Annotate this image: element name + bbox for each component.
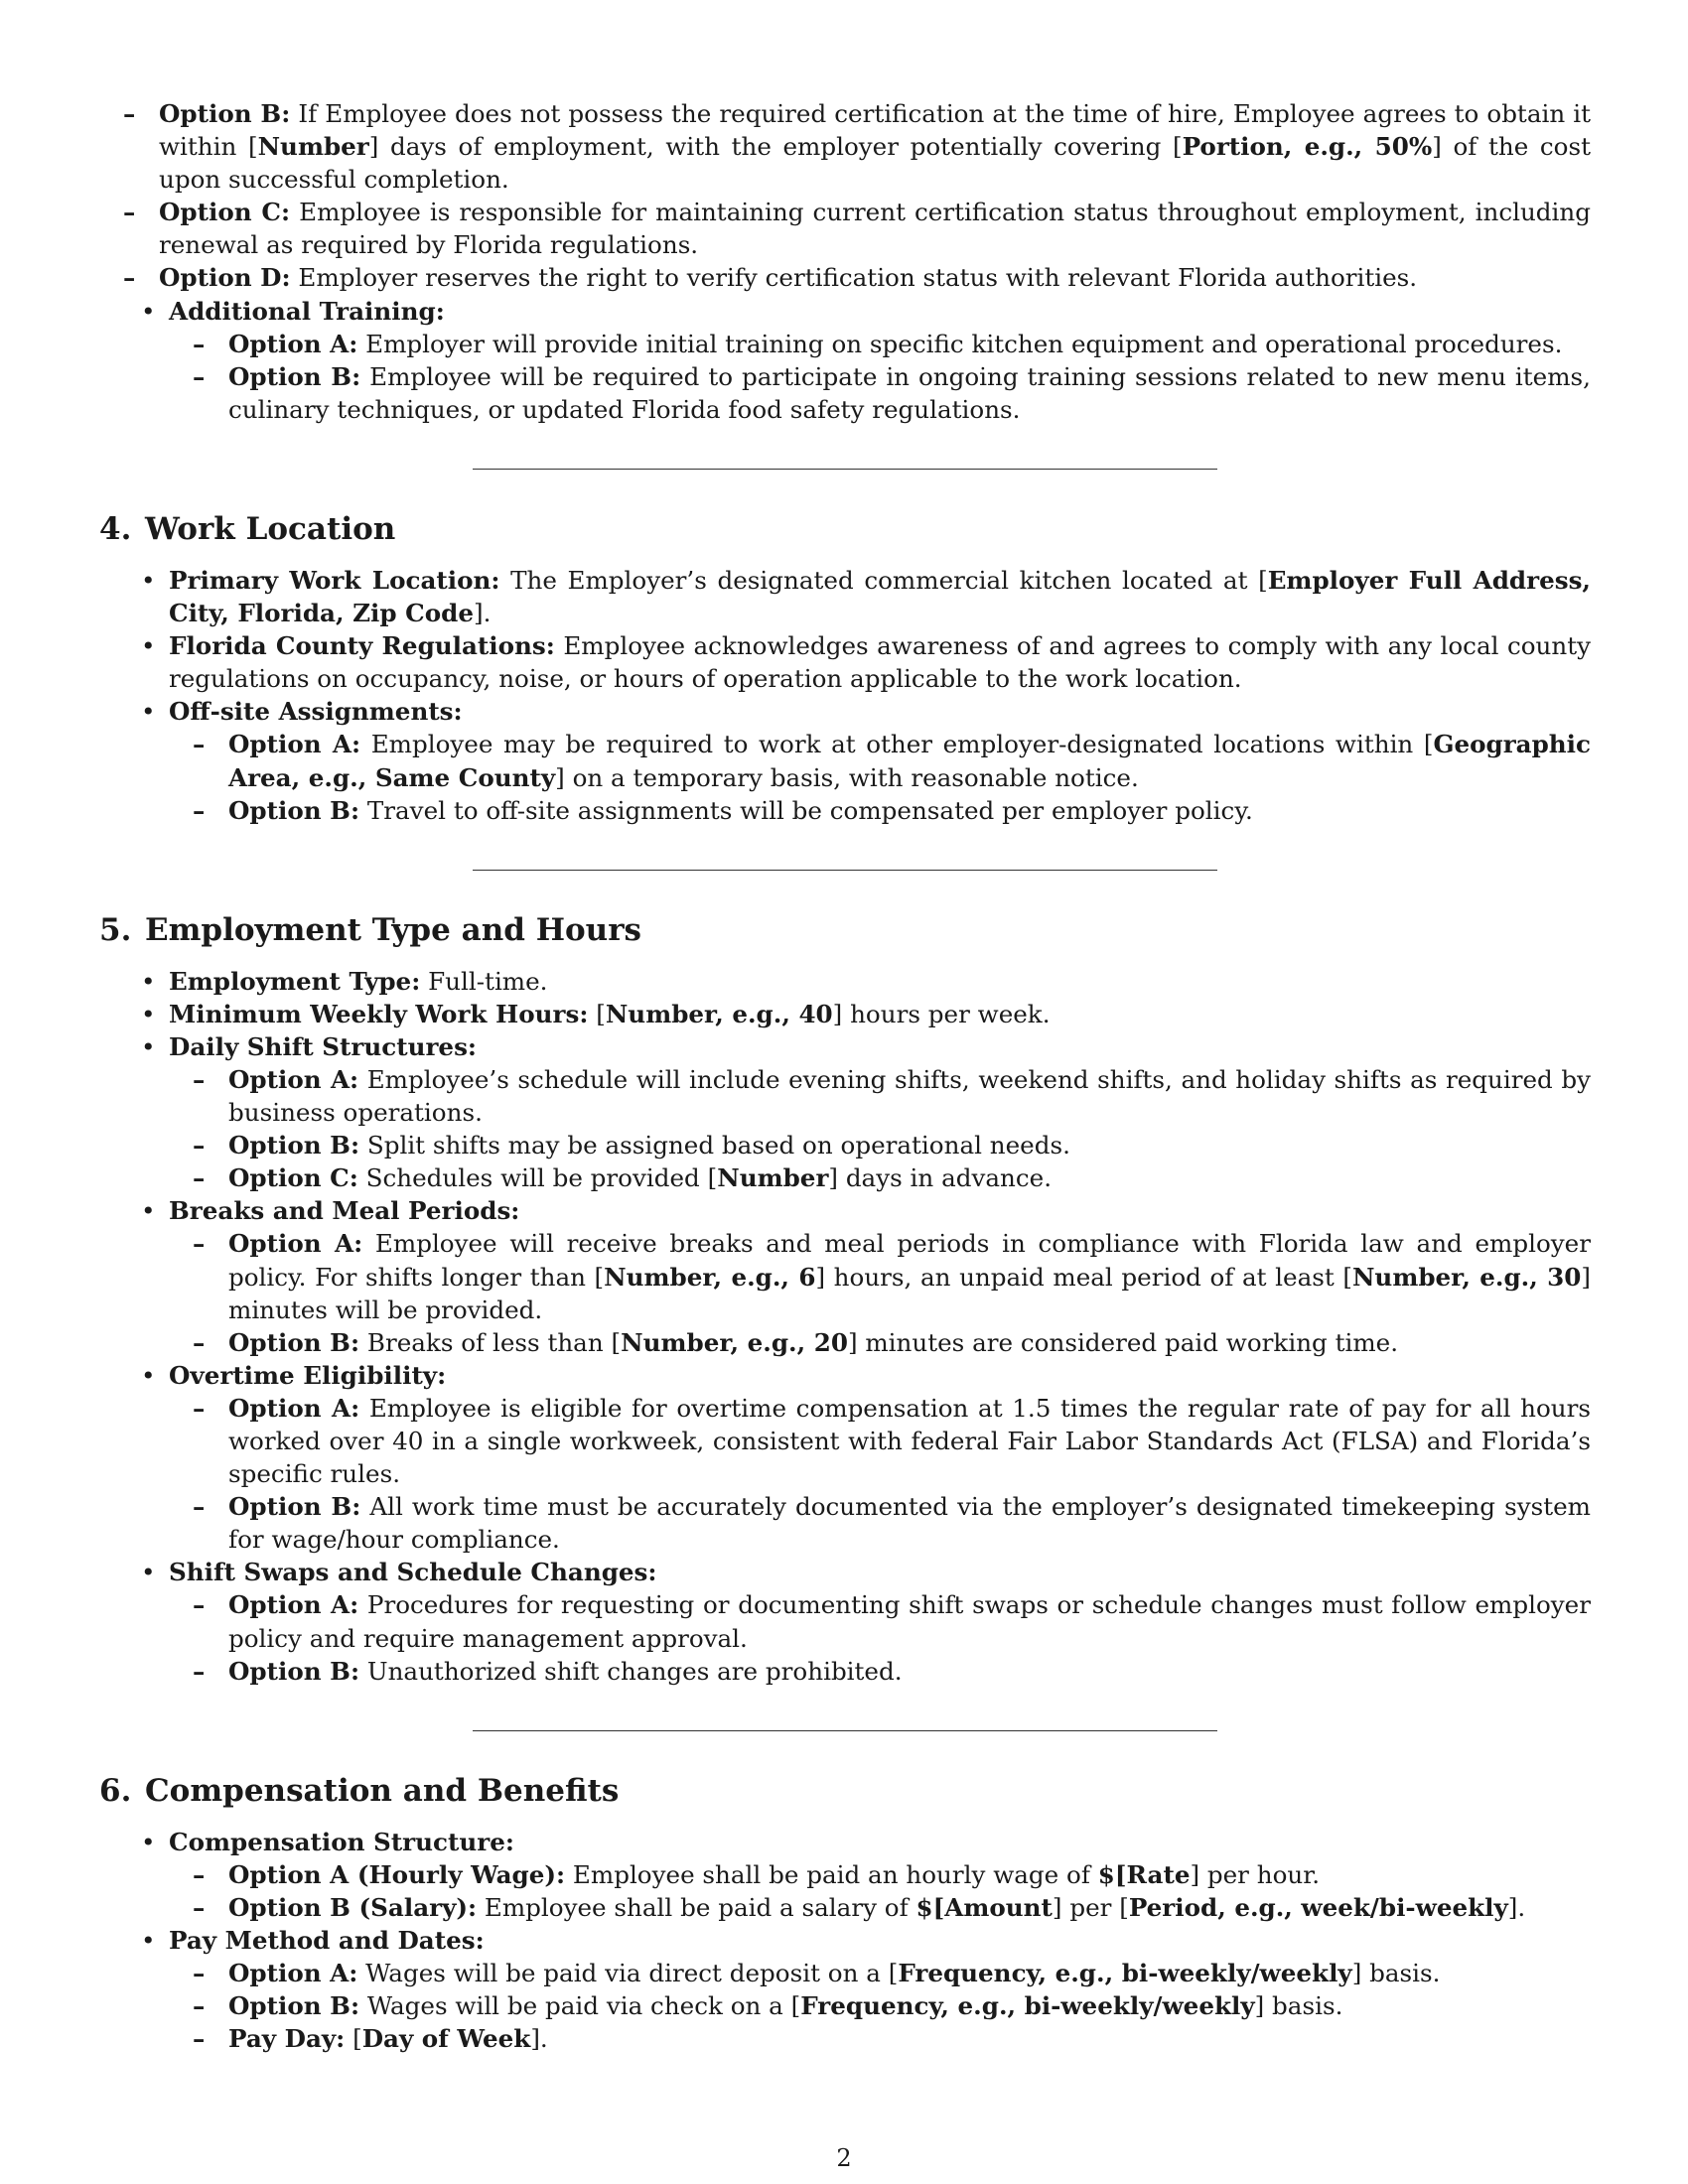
section-bullet-list	[99, 965, 1591, 1688]
item-label: Option A:	[228, 1064, 359, 1094]
placeholder-text: Frequency, e.g., bi-weekly/weekly	[800, 1991, 1255, 2021]
section-divider	[473, 870, 1217, 871]
section-divider	[473, 1730, 1217, 1731]
placeholder-text: Portion, e.g., 50%	[1182, 132, 1433, 162]
bullet-item	[169, 965, 1591, 998]
item-label: Option A:	[228, 730, 361, 759]
item-text: ] days of employment, with the employer potentially covering [	[368, 132, 1183, 162]
item-text: Employee shall be paid a salary of	[477, 1892, 916, 1922]
item-label: Off-site Assignments:	[169, 697, 463, 727]
section-bullet-list	[99, 564, 1591, 827]
bullet-item	[169, 1556, 1591, 1687]
option-list	[169, 328, 1591, 426]
item-text: ] per hour.	[1190, 1859, 1321, 1889]
placeholder-text: Number, e.g., 40	[605, 999, 833, 1028]
option-item	[228, 1392, 1591, 1490]
option-item	[228, 728, 1591, 793]
section-number: 4.	[99, 510, 132, 547]
bullet-item	[169, 1359, 1591, 1557]
option-item	[228, 794, 1591, 827]
item-text: ] basis.	[1351, 1959, 1441, 1988]
option-item	[228, 1891, 1591, 1924]
option-item	[228, 1129, 1591, 1161]
option-item	[228, 1161, 1591, 1194]
option-item	[159, 261, 1591, 294]
item-text: Travel to off-site assignments will be compensated per employer policy.	[359, 795, 1253, 825]
item-label: Additional Training:	[169, 296, 445, 326]
item-label: Option B:	[159, 99, 291, 128]
item-text: Wages will be paid via check on a [	[359, 1991, 801, 2021]
option-list	[169, 1392, 1591, 1556]
page-number: 2	[836, 2144, 852, 2172]
bullet-item	[169, 1924, 1591, 2055]
item-label: Option A:	[228, 1959, 358, 1988]
item-label: Employment Type:	[169, 966, 421, 996]
item-label: Option C:	[159, 198, 291, 227]
option-item	[228, 2022, 1591, 2055]
item-text: ] on a temporary basis, with reasonable notice.	[555, 762, 1139, 792]
item-text: ] of the cost upon successful completion.	[159, 132, 1591, 195]
placeholder-text: Number	[717, 1163, 829, 1193]
option-item	[159, 97, 1591, 196]
option-list	[169, 1063, 1591, 1194]
item-text: Employee is responsible for maintaining current certification status throughout employment, including renewal as required by Florida regulations.	[159, 198, 1591, 260]
item-text: ].	[473, 599, 492, 628]
sections-container	[99, 469, 1591, 2055]
item-label: Florida County Regulations:	[169, 631, 555, 661]
item-label: Shift Swaps and Schedule Changes:	[169, 1558, 657, 1587]
item-text: ] hours per week.	[832, 999, 1051, 1028]
item-text: The Employer’s designated commercial kitchen located at [	[499, 565, 1268, 595]
bullet-item	[169, 295, 1591, 426]
placeholder-text: Number, e.g., 30	[1351, 1262, 1582, 1292]
item-text: Wages will be paid via direct deposit on a [	[357, 1959, 899, 1988]
option-item	[228, 1326, 1591, 1359]
item-text: Breaks of less than [	[359, 1327, 622, 1357]
item-label: Compensation Structure:	[169, 1827, 514, 1856]
item-label: Option C:	[228, 1163, 358, 1193]
document-page	[99, 97, 1591, 2055]
section-number: 5.	[99, 911, 132, 948]
option-item	[228, 328, 1591, 360]
placeholder-text: $[	[915, 1892, 945, 1922]
item-text: ] basis.	[1254, 1991, 1343, 2021]
item-text: ] hours, an unpaid meal period of at least [	[815, 1262, 1352, 1292]
section-title-text: Compensation and Benefits	[145, 1772, 620, 1809]
bullet-item	[169, 1194, 1591, 1358]
item-label: Primary Work Location:	[169, 565, 500, 595]
placeholder-text: Amount	[944, 1892, 1053, 1922]
item-text: Employee is eligible for overtime compensation at 1.5 times the regular rate of pay for all hours worked over 40 in a single workweek, consistent with federal Fair Labor Standards Act (FLSA) and Florida’s specific rules.	[228, 1393, 1591, 1489]
item-label: Option B:	[228, 1656, 360, 1686]
placeholder-text: Employer Full Address, City, Florida, Zip Code	[169, 565, 1591, 628]
item-label: Option B:	[228, 1492, 361, 1522]
placeholder-text: Number, e.g., 20	[621, 1327, 848, 1357]
item-text: ] minutes are considered paid working time.	[847, 1327, 1399, 1357]
bullet-item	[169, 695, 1591, 826]
section-title-text: Employment Type and Hours	[145, 911, 641, 948]
section-title-text: Work Location	[145, 510, 396, 547]
item-text: Employee may be required to work at other employer-designated locations within [	[360, 730, 1434, 759]
option-item	[228, 360, 1591, 426]
option-item	[228, 1858, 1591, 1891]
item-label: Option A:	[228, 1393, 360, 1423]
item-text: Employee shall be paid an hourly wage of	[565, 1859, 1098, 1889]
section-number: 6.	[99, 1772, 132, 1809]
option-item	[228, 1588, 1591, 1654]
item-label: Option A:	[228, 1590, 359, 1620]
section-heading	[99, 910, 1591, 950]
item-label: Daily Shift Structures:	[169, 1031, 477, 1061]
placeholder-text: Number, e.g., 6	[604, 1262, 816, 1292]
item-label: Option B:	[228, 1131, 360, 1160]
option-item	[228, 1655, 1591, 1688]
section-heading	[99, 1771, 1591, 1811]
item-text: ].	[530, 2024, 548, 2054]
item-label: Option A (Hourly Wage):	[228, 1859, 566, 1889]
item-text: If Employee does not possess the required certification at the time of hire, Employee agrees to obtain it within [	[159, 99, 1591, 162]
item-text: Schedules will be provided [	[357, 1163, 718, 1193]
item-text: Employee will receive breaks and meal periods in compliance with Florida law and employer policy. For shifts longer than [	[228, 1229, 1591, 1292]
option-item	[228, 1063, 1591, 1129]
item-text: Employer reserves the right to verify certification status with relevant Florida authorities.	[290, 263, 1418, 293]
option-item	[159, 196, 1591, 261]
item-text: ].	[1507, 1892, 1526, 1922]
item-text: Employee’s schedule will include evening shifts, weekend shifts, and holiday shifts as required by business operations.	[228, 1064, 1591, 1128]
additional-training-list	[99, 295, 1591, 426]
item-label: Option B (Salary):	[228, 1892, 478, 1922]
item-text: ] minutes will be provided.	[228, 1262, 1591, 1324]
option-list	[169, 1858, 1591, 1924]
bullet-item	[169, 1826, 1591, 1924]
item-text: ] days in advance.	[828, 1163, 1053, 1193]
item-label: Option B:	[228, 1327, 360, 1357]
section-bullet-list	[99, 1826, 1591, 2056]
item-label: Option B:	[228, 795, 360, 825]
option-list	[169, 1957, 1591, 2055]
option-item	[228, 1490, 1591, 1556]
item-label: Minimum Weekly Work Hours:	[169, 999, 589, 1028]
bullet-item	[169, 564, 1591, 629]
bullet-item	[169, 998, 1591, 1030]
option-list	[169, 1588, 1591, 1687]
placeholder-text: Frequency, e.g., bi-weekly/weekly	[898, 1959, 1352, 1988]
item-text: Employee will be required to participate in ongoing training sessions related to new menu items, culinary techniques, or updated Florida food safety regulations.	[228, 361, 1591, 424]
item-text: All work time must be accurately documented via the employer’s designated timekeeping system for wage/hour compliance.	[228, 1492, 1591, 1555]
bullet-item	[169, 1030, 1591, 1194]
placeholder-text: $[	[1097, 1859, 1127, 1889]
bullet-item	[169, 629, 1591, 695]
item-text: Full-time.	[420, 966, 548, 996]
item-label: Option B:	[228, 361, 361, 391]
item-text: [	[345, 2024, 362, 2054]
item-label: Pay Method and Dates:	[169, 1926, 485, 1956]
item-label: Option B:	[228, 1991, 360, 2021]
option-list	[169, 728, 1591, 826]
item-label: Overtime Eligibility:	[169, 1360, 447, 1390]
item-label: Option D:	[159, 263, 291, 293]
item-label: Breaks and Meal Periods:	[169, 1196, 520, 1226]
item-label: Option A:	[228, 1229, 363, 1259]
item-label: Option A:	[228, 329, 358, 358]
item-text: Employee acknowledges awareness of and agrees to comply with any local county regulations on occupancy, noise, or hours of operation applicable to the work location.	[169, 631, 1591, 694]
placeholder-text: Geographic Area, e.g., Same County	[228, 730, 1591, 792]
option-item	[228, 1989, 1591, 2022]
section-heading	[99, 509, 1591, 549]
placeholder-text: Rate	[1126, 1859, 1191, 1889]
option-item	[228, 1227, 1591, 1325]
placeholder-text: Day of Week	[361, 2024, 531, 2054]
placeholder-text: Number	[257, 132, 369, 162]
option-item	[228, 1957, 1591, 1989]
item-text: Procedures for requesting or documenting shift swaps or schedule changes must follow employer policy and require management approval.	[228, 1590, 1591, 1653]
item-text: Split shifts may be assigned based on operational needs.	[359, 1131, 1070, 1160]
item-label: Pay Day:	[228, 2024, 346, 2054]
item-text: Employer will provide initial training on specific kitchen equipment and operational procedures.	[357, 329, 1563, 358]
item-text: [	[588, 999, 606, 1028]
section-divider	[473, 469, 1217, 470]
item-text: Unauthorized shift changes are prohibited.	[359, 1656, 903, 1686]
continued-option-list	[99, 97, 1591, 295]
option-list	[169, 1227, 1591, 1358]
placeholder-text: Period, e.g., week/bi-weekly	[1128, 1892, 1508, 1922]
item-text: ] per [	[1052, 1892, 1129, 1922]
